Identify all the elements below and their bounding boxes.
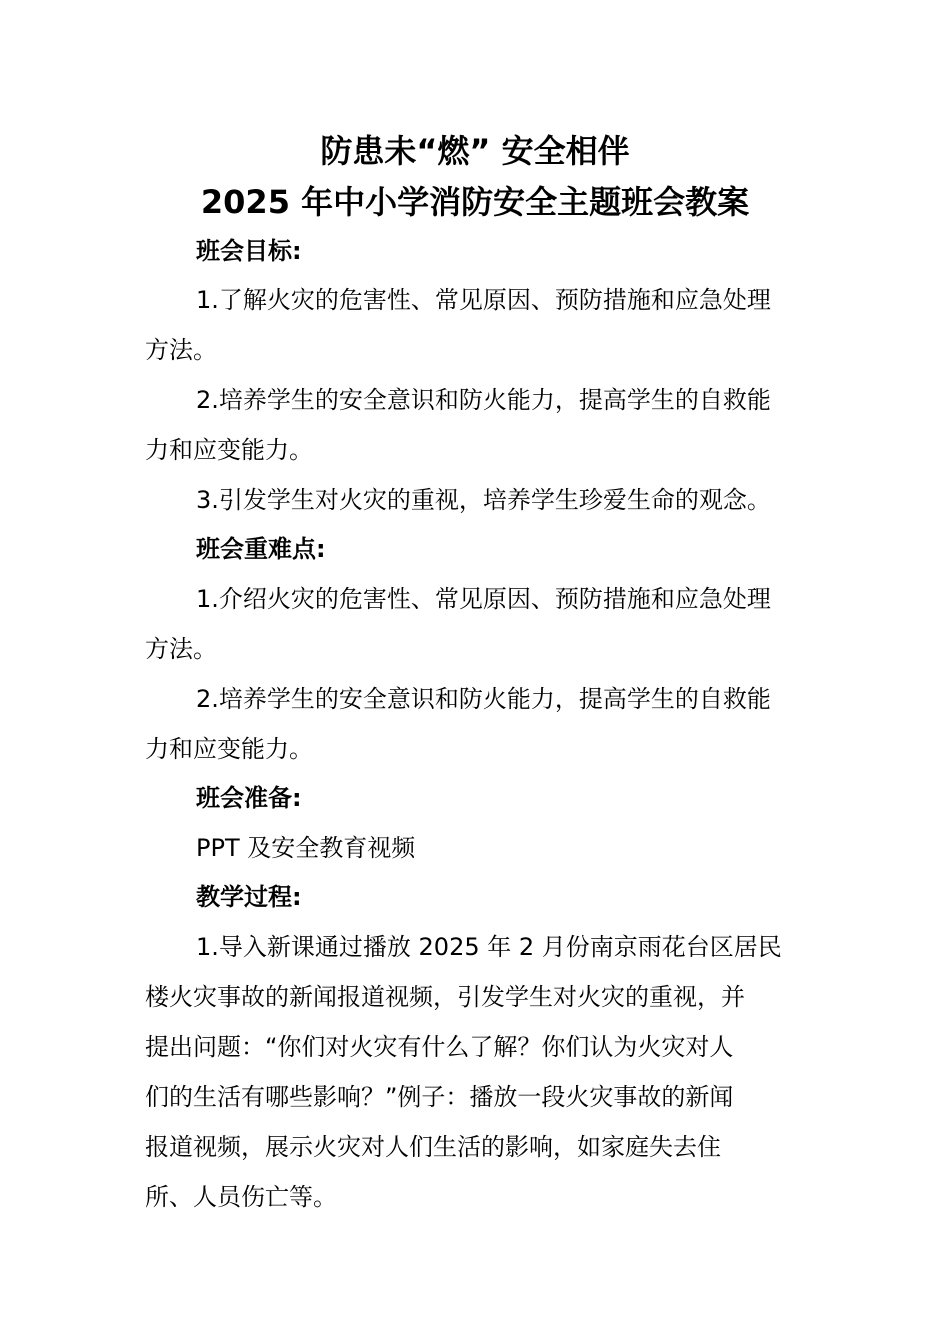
process-line-1: 1.导入新课通过播放 2025 年 2 月份南京雨花台区居民 [196,933,782,961]
objectives-item-1-line-1: 1.了解火灾的危害性、常见原因、预防措施和应急处理 [196,286,771,314]
process-line-4: 们的生活有哪些影响？”例子：播放一段火灾事故的新闻 [145,1083,734,1111]
objectives-item-2-line-1: 2.培养学生的安全意识和防火能力，提高学生的自救能 [196,386,771,414]
process-line-3: 提出问题：“你们对火灾有什么了解？你们认为火灾对人 [145,1033,734,1061]
process-line-5: 报道视频，展示火灾对人们生活的影响，如家庭失去住 [145,1133,721,1161]
preparation-content: PPT 及安全教育视频 [196,834,416,862]
objectives-item-1-line-2: 方法。 [145,336,217,364]
key-points-item-1-line-1: 1.介绍火灾的危害性、常见原因、预防措施和应急处理 [196,585,771,613]
objectives-heading: 班会目标: [196,237,302,265]
title-line-1: 防患未“燃” 安全相伴 [320,132,630,170]
process-line-6: 所、人员伤亡等。 [145,1183,337,1211]
key-points-item-1-line-2: 方法。 [145,635,217,663]
key-points-item-2-line-2: 力和应变能力。 [145,735,313,763]
key-points-item-2-line-1: 2.培养学生的安全意识和防火能力，提高学生的自救能 [196,685,771,713]
preparation-heading: 班会准备: [196,784,302,812]
title-line-2: 2025 年中小学消防安全主题班会教案 [200,183,750,221]
process-line-2: 楼火灾事故的新闻报道视频，引发学生对火灾的重视，并 [145,983,745,1011]
objectives-item-3: 3.引发学生对火灾的重视，培养学生珍爱生命的观念。 [196,486,771,514]
process-heading: 教学过程: [196,883,302,911]
objectives-item-2-line-2: 力和应变能力。 [145,436,313,464]
key-points-heading: 班会重难点: [196,535,326,563]
